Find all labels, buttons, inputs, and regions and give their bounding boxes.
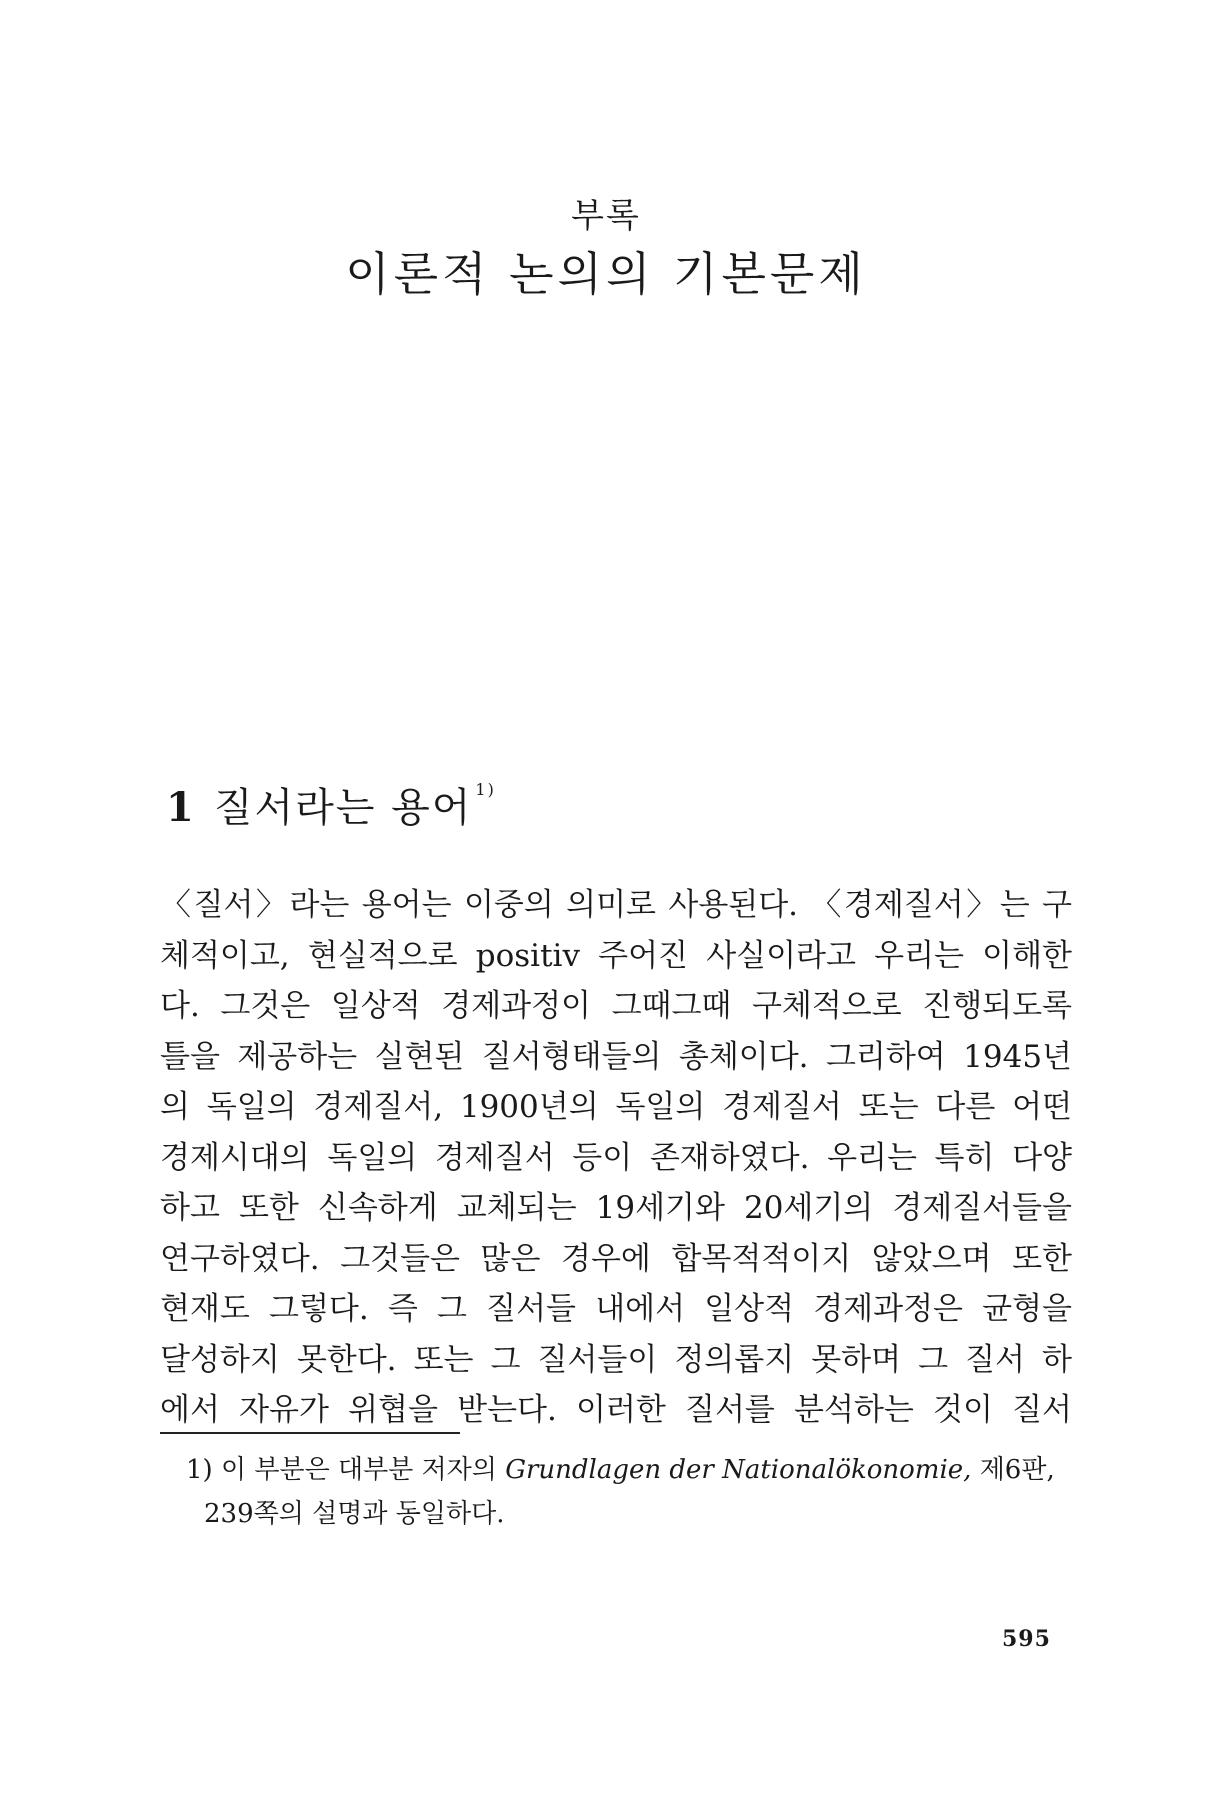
footnote-marker: 1) [186,1455,213,1485]
footnote [186,1448,1086,1536]
body-line: 연구하였다. 그것들은 많은 경우에 합목적적이지 않았으며 또한 [160,1240,1072,1277]
appendix-label: 부록 [571,196,641,236]
body-line: 경제시대의 독일의 경제질서 등이 존재하였다. 우리는 특히 다양 [160,1139,1072,1176]
footnote-line [186,1448,1086,1492]
body-line: 〈질서〉라는 용어는 이중의 의미로 사용된다. 〈경제질서〉는 구 [160,887,1072,923]
footnote-line: 239쪽의 설명과 동일하다. [204,1499,505,1529]
footnote-reference: 1) [475,780,496,799]
footnote-divider [160,1432,460,1434]
section-number: 1 [166,784,196,831]
body-line: 현재도 그렇다. 즉 그 질서들 내에서 일상적 경제과정은 균형을 [160,1291,1072,1327]
footnote-book-title: Grundlagen der Nationalökonomie, [505,1455,972,1485]
body-line: 달성하지 못한다. 또는 그 질서들이 정의롭지 못하며 그 질서 하 [160,1341,1072,1378]
body-line: 에서 자유가 위협을 받는다. 이러한 질서를 분석하는 것이 질서 [160,1392,1072,1428]
body-line: 의 독일의 경제질서, 1900년의 독일의 경제질서 또는 다른 어떤 [160,1089,1072,1125]
section-title: 질서라는 용어 [213,785,473,831]
body-line: 틀을 제공하는 실현된 질서형태들의 총체이다. 그리하여 1945년 [160,1038,1072,1075]
footnote-edition: 제6판, [979,1455,1055,1485]
body-line: 하고 또한 신속하게 교체되는 19세기와 20세기의 경제질서들을 [160,1190,1072,1226]
chapter-title: 이론적 논의의 기본문제 [345,247,867,301]
section-heading [166,776,496,833]
body-line: 다. 그것은 일상적 경제과정이 그때그때 구체적으로 진행되도록 [160,988,1072,1024]
footnote-text: 이 부분은 대부분 저자의 [220,1455,497,1485]
body-line: 체적이고, 현실적으로 positiv 주어진 사실이라고 우리는 이해한 [160,937,1072,974]
page-number: 595 [1002,1626,1051,1652]
body-paragraph [160,880,1072,1436]
